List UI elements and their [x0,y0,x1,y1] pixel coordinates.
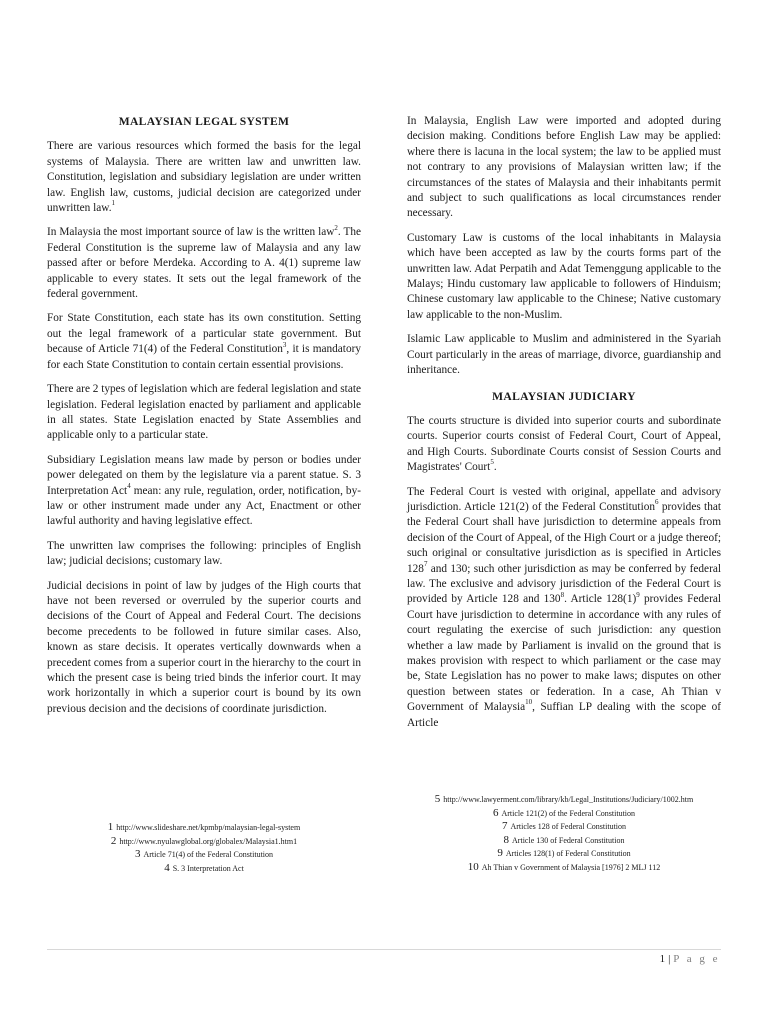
footnote-number: 5 [434,793,441,805]
footnote-text: Ah Thian v Government of Malaysia [1976] 2 MLJ 112 [481,862,661,872]
footnote-text: http://www.lawyerment.com/library/kb/Legal_Institutions/Judiciary/1002.htm [443,795,694,804]
paragraph-text: mean: any rule, regulation, order, notification, by-law or other instrument made under any Act, Enactment or other lawful authority and having legislative effect. [47,484,361,528]
footnote-item [47,862,361,876]
paragraph-unwritten-law: The unwritten law comprises the following: principles of English law; judicial decisions; customary law. [47,539,361,568]
footnote-item [407,847,721,861]
paragraph-islamic-law: Islamic Law applicable to Muslim and administered in the Syariah Court particularly in the areas of marriage, divorce, guardianship and inheritance. [407,333,721,377]
section-heading-judiciary: MALAYSIAN JUDICIARY [492,389,636,403]
footnote-number: 4 [164,861,170,874]
footnote-number: 2 [110,834,117,847]
page-footer [660,953,720,965]
footnote-text: Article 71(4) of the Federal Constitution [143,850,274,860]
footnote-text: http://www.nyulawglobal.org/globalex/Malaysia1.htm1 [119,836,298,846]
paragraph-courts-structure [407,414,721,476]
paragraph-text: The courts structure is divided into superior courts and subordinate courts. Superior courts consist of Federal Court, Court of Appeal, and High Courts. Subordinate Courts consist of Session Courts and Magistrates' Court [407,414,721,474]
footnote-ref[interactable]: 4 [127,481,131,490]
footnote-item [407,834,721,848]
footnote-item[interactable] [47,821,361,835]
paragraph-text: . Article 128(1) [564,593,637,606]
paragraph-text: . [493,461,497,474]
footnote-number: 3 [134,848,141,861]
footnote-number: 8 [503,833,510,846]
footnote-number: 10 [467,860,479,873]
paragraph-judicial-decisions: Judicial decisions in point of law by judges of the High courts that have not been reversed or overruled by the superior courts and decisions of the Court of Appeal and Federal Court. The decisions become precedents to be followed in future similar cases. Also, known as stare decisis. It operates vertically downwards when a precedent comes from a superior court in the hierarchy to the court in which the present case is being tried binds the inferior court. It may work horizontally in which a superior court is bound by its own previous decision and the decisions of coordinate jurisdiction. [47,579,361,715]
footnote-ref[interactable]: 6 [655,498,659,507]
footnote-number: 9 [497,847,503,860]
paragraph-text: The Federal Court is vested with original, appellate and advisory jurisdiction. Article 121(2) of the Federal Constitution [407,485,721,513]
footer-separator: | [668,953,671,965]
footnote-number: 1 [107,821,114,833]
page-label: P a g e [673,953,720,965]
footnote-ref[interactable]: 3 [282,340,287,349]
paragraph-text: In Malaysia the most important source of law is the written law [47,226,335,239]
footnote-text: http://www.slideshare.net/kpmbp/malaysian-legal-system [116,823,301,832]
footnotes-right [407,793,721,875]
paragraph-legislation: There are 2 types of legislation which are federal legislation and state legislation. Federal legislation enacted by parliament and applicable in all states. State Legislation enacted by State Assemblies and applicable only to a particular state. [47,383,361,442]
paragraph-state-constitution [47,311,361,373]
paragraph-english-law: In Malaysia, English Law were imported and adopted during decision making. Conditions before English Law may be applied: where there is lacuna in the local system; the law to be applied must not contrary to any provisions of Malaysian written law; if the circumstances of the states of Malaysia and their inhabitants permit and subject to such qualifications as local circumstances render necessary. [407,115,721,220]
paragraph-text: For State Constitution, each state has its own constitution. Setting out the legal framework of a particular state government. But because of Article 71(4) of the Federal Constitution [47,312,361,356]
footnote-ref[interactable]: 2 [334,223,338,232]
paragraph-customary-law: Customary Law is customs of the local inhabitants in Malaysia which have been accepted as law by the courts forms part of the unwritten law. Adat Perpatih and Adat Temenggung applicable to the Malays; Hindu customary law applicable to followers of Hinduism; Chinese customary law applicable to the Chinese; Native customary law applicable to the non-Muslim. [407,231,721,321]
footnote-item[interactable] [407,793,721,807]
paragraph-text: provides Federal Court have jurisdiction to determine in accordance with any rules of court regulating the exercise of such jurisdiction: any question whether a law made by Parliament is invalid on the ground that is makes provision with respect to which parliament or the case may be, State Legislation has no power to make laws; disputes on other question between states or federation. In a case, Ah Thian v Government of Malaysia [407,593,721,714]
footnote-text: S. 3 Interpretation Act [172,863,244,873]
paragraph-text: . The Federal Constitution is the supreme law of Malaysia and any law passed after or before Merdeka. According to A. 4(1) supreme law applicable to every states. It sets out the legal framework of the federal government. [47,226,362,301]
paragraph-text: and 130; such other jurisdiction as may be conferred by federal law. The exclusive and advisory jurisdiction of the Federal Court is provided by Article 128 and 130 [407,562,721,606]
paragraph-text: provides that the Federal Court shall have jurisdiction to determine appeals from decision of the Court of Appeal, of the High Court or a judge thereof; such original or consultative jurisdiction as is specified in Articles 128 [407,500,721,575]
paragraph-text: , Suffian LP dealing with the scope of Article [407,701,721,729]
footnote-item [407,820,721,834]
footnote-text: Articles 128(1) of Federal Constitution [505,849,631,859]
footnote-text: Article 121(2) of the Federal Constitution [501,808,636,818]
footnote-text: Articles 128 of Federal Constitution [510,822,627,832]
right-column [407,114,721,740]
section-heading-legal-system: MALAYSIAN LEGAL SYSTEM [118,115,290,128]
footnote-item [47,848,361,862]
footnote-ref[interactable]: 5 [490,458,494,467]
left-column [47,114,361,726]
footnote-ref[interactable]: 9 [636,590,640,599]
paragraph-subsidiary-legislation [47,453,361,530]
footnote-ref[interactable]: 7 [423,559,428,568]
footnote-ref[interactable]: 10 [525,698,533,707]
footnote-item [407,807,721,821]
page-number: 1 [659,953,666,965]
paragraph-written-law [47,225,361,302]
paragraph-text: There are various resources which formed the basis for the legal systems of Malaysia. There are written law and unwritten law. Constitution, legislation and subsidiary legislation are under written law. English law, customs, judicial decision are categorized under unwritten law. [47,140,361,215]
paragraph-text: , it is mandatory for each State Constitution to contain certain essential provisions. [47,343,362,371]
footnote-item [407,861,721,875]
footnote-ref[interactable]: 8 [560,590,565,599]
paragraph-federal-court [407,485,721,732]
footnote-text: Article 130 of Federal Constitution [512,835,625,845]
footnote-number: 6 [492,806,499,819]
paragraph-text: Subsidiary Legislation means law made by person or bodies under power delegated on them by the legislature via a parent statue. S. 3 Interpretation Act [47,453,361,497]
footer-divider [47,949,721,950]
footnotes-left [47,821,361,875]
paragraph-sources [47,139,361,216]
footnote-item[interactable] [47,835,361,849]
footnote-ref[interactable]: 1 [111,199,116,208]
footnote-number: 7 [501,820,508,833]
